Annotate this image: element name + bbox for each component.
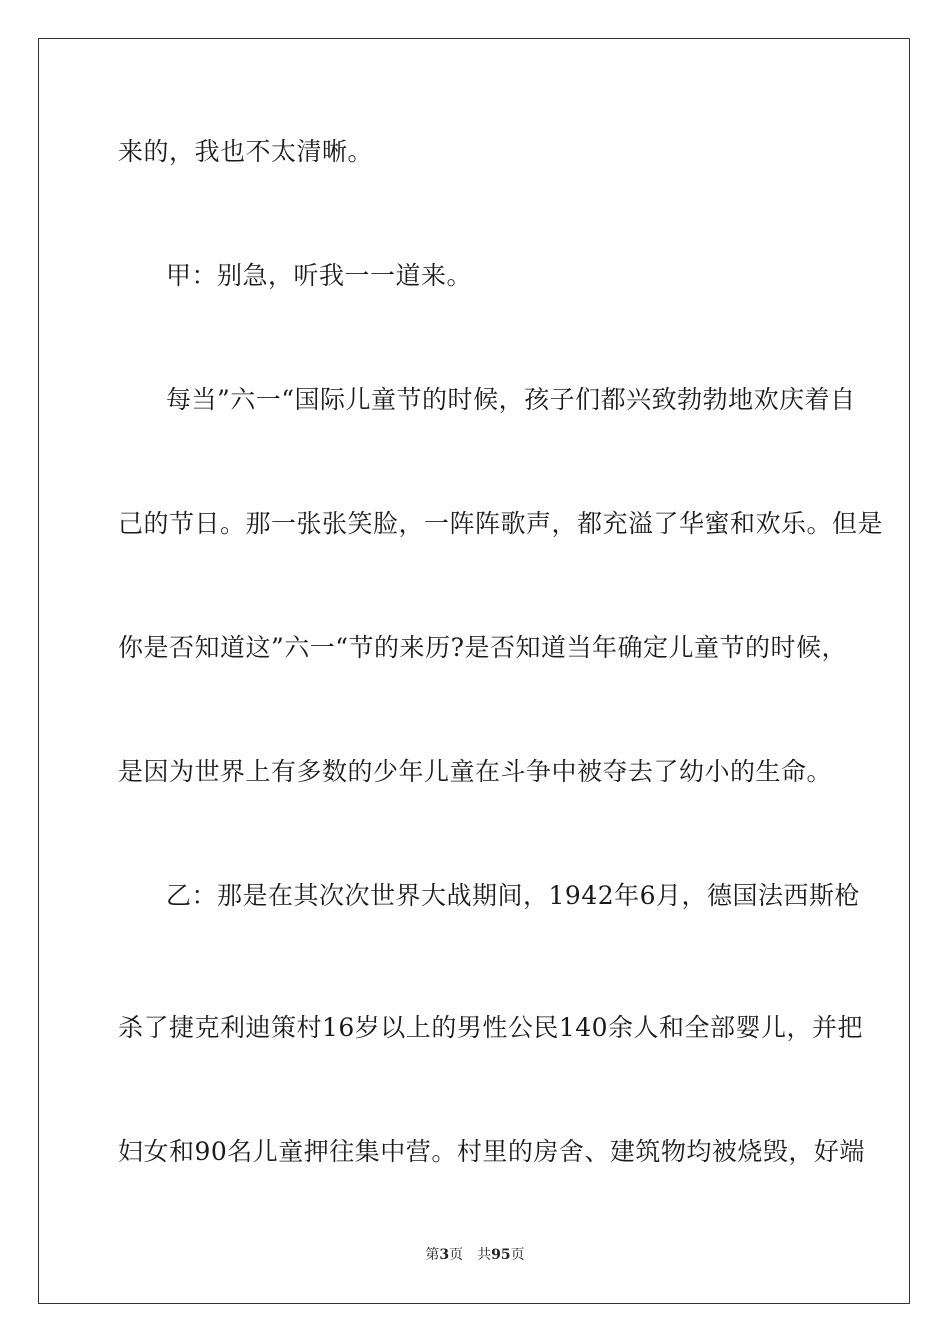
text-line: 来的，我也不太清晰。 xyxy=(118,137,374,166)
text-line: 妇女和90名儿童押往集中营。村里的房舍、建筑物均被烧毁，好端 xyxy=(118,1137,865,1166)
text-line: 己的节日。那一张张笑脸，一阵阵歌声，都充溢了华蜜和欢乐。但是 xyxy=(118,509,884,538)
text-line: 你是否知道这”六一“节的来历?是否知道当年确定儿童节的时候， xyxy=(118,633,847,662)
text-line: 杀了捷克利迪策村16岁以上的男性公民140余人和全部婴儿，并把 xyxy=(118,1013,864,1042)
text-line: 是因为世界上有多数的少年儿童在斗争中被夺去了幼小的生命。 xyxy=(118,757,833,786)
page-number: 3 xyxy=(439,1247,450,1263)
text-line: 每当”六一“国际儿童节的时候，孩子们都兴致勃勃地欢庆着自 xyxy=(166,385,856,414)
page-footer xyxy=(0,1246,950,1264)
total-suffix: 页 xyxy=(510,1247,525,1263)
text-line: 乙：那是在其次次世界大战期间，1942年6月，德国法西斯枪 xyxy=(166,881,861,910)
page-prefix: 第 xyxy=(425,1247,440,1263)
page-suffix: 页 xyxy=(449,1247,464,1263)
total-pages: 95 xyxy=(491,1247,511,1263)
page-border xyxy=(38,38,910,1304)
text-line: 甲：别急，听我一一道来。 xyxy=(166,261,473,290)
total-prefix: 共 xyxy=(477,1247,492,1263)
